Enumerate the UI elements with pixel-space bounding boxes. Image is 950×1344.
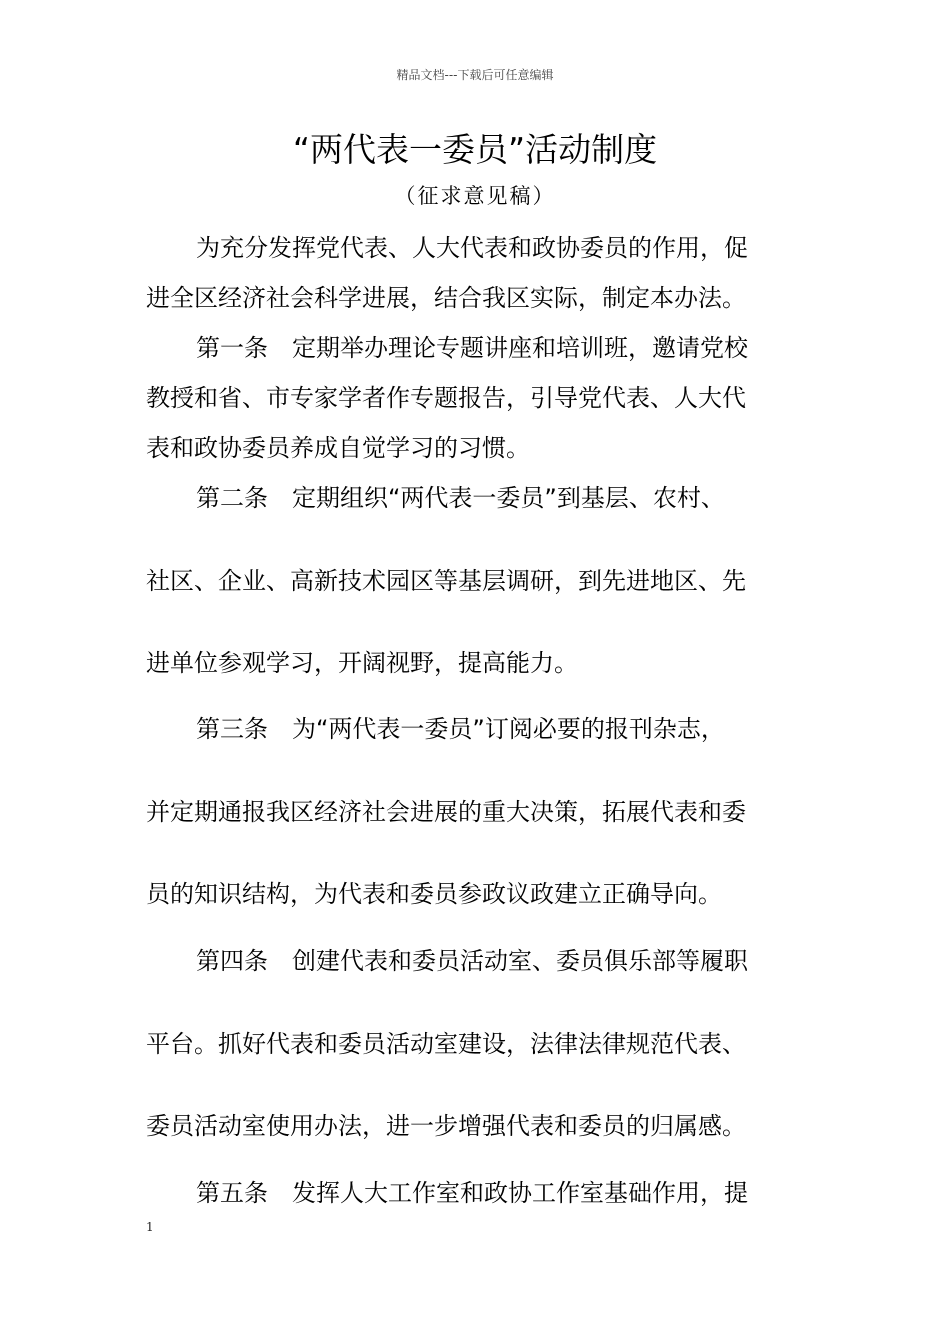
document-title: “两代表一委员”活动制度 — [292, 130, 658, 169]
page-header: 精品文档---下载后可任意编辑 — [396, 68, 554, 82]
document-subtitle: （征求意见稿） — [394, 184, 556, 208]
page-number: 1 — [146, 1220, 154, 1234]
document-page: 精品文档---下载后可任意编辑 “两代表一委员”活动制度 （征求意见稿） 为充分发挥党代表、人大代表和政协委员的作用，促 进全区经济社会科学进展，结合我区实际，制定本办法。 第一条 定期举办理论专题讲座和培训班，邀请党校 教授和省、市专家学者作专题报告，引导党代表、人大代 表和政协委员养成自觉学习的习惯。 第二条 定期组织“两代表一委员”到基层、农村、 社区、企业、高新技术园区等基层调研，到先进地区、先 进单位参观学习，开阔视野，提高能力。 第三条 为“两代表一委员”订阅必要的报刊杂志， 并定期通报我区经济社会进展的重大决策，拓展代表和委 员的知识结构，为代表和委员参政议政建立正确导向。 第四条 创建代表和委员活动室、委员俱乐部等履职 平台。抓好代表和委员活动室建设，法律法律规范代表、 委员活动室使用办法，进一步增强代表和委员的归属感。 第五条 发挥人大工作室和政协工作室基础作用，提 1 — [0, 0, 950, 1344]
